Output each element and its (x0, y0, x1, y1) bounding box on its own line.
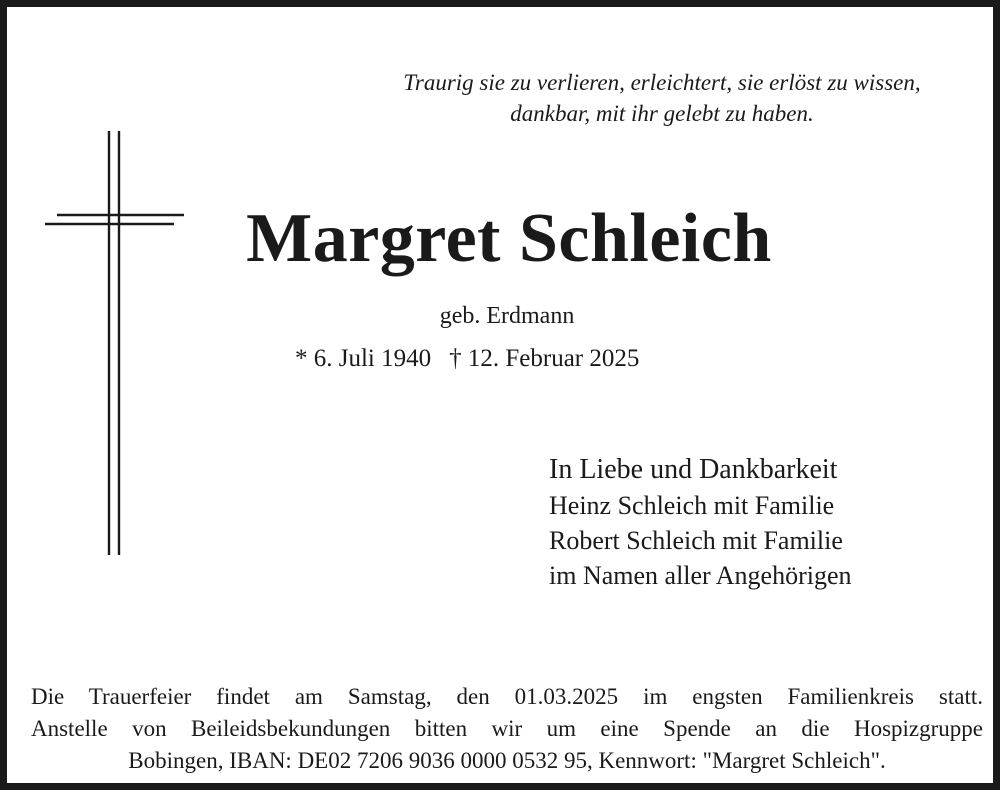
funeral-notice (31, 681, 983, 777)
memorial-quote (337, 67, 987, 129)
birth-name: geb. Erdmann (439, 303, 575, 329)
cross-icon (43, 129, 188, 559)
notice-line: Anstelle von Beileidsbekundungen bitten wir um eine Spende an die Hospizgruppe (31, 716, 983, 741)
mourner-line: Robert Schleich mit Familie (549, 526, 843, 555)
mourner-line: im Namen aller Angehörigen (549, 561, 852, 590)
life-dates (295, 345, 639, 373)
death-date: † 12. Februar 2025 (449, 345, 640, 372)
deceased-name: Margret Schleich (246, 200, 772, 277)
quote-line-2: dankbar, mit ihr gelebt zu haben. (510, 101, 814, 126)
mourners-greeting: In Liebe und Dankbarkeit (549, 454, 838, 485)
notice-line: Die Trauerfeier findet am Samstag, den 01.03.2025 im engsten Familienkreis statt. (31, 684, 983, 709)
mourners-block (549, 452, 852, 593)
mourner-line: Heinz Schleich mit Familie (549, 491, 835, 520)
quote-line-1: Traurig sie zu verlieren, erleichtert, sie erlöst zu wissen, (403, 70, 921, 95)
notice-line: Bobingen, IBAN: DE02 7206 9036 0000 0532 95, Kennwort: "Margret Schleich". (128, 748, 886, 773)
birth-date: * 6. Juli 1940 (295, 345, 432, 372)
